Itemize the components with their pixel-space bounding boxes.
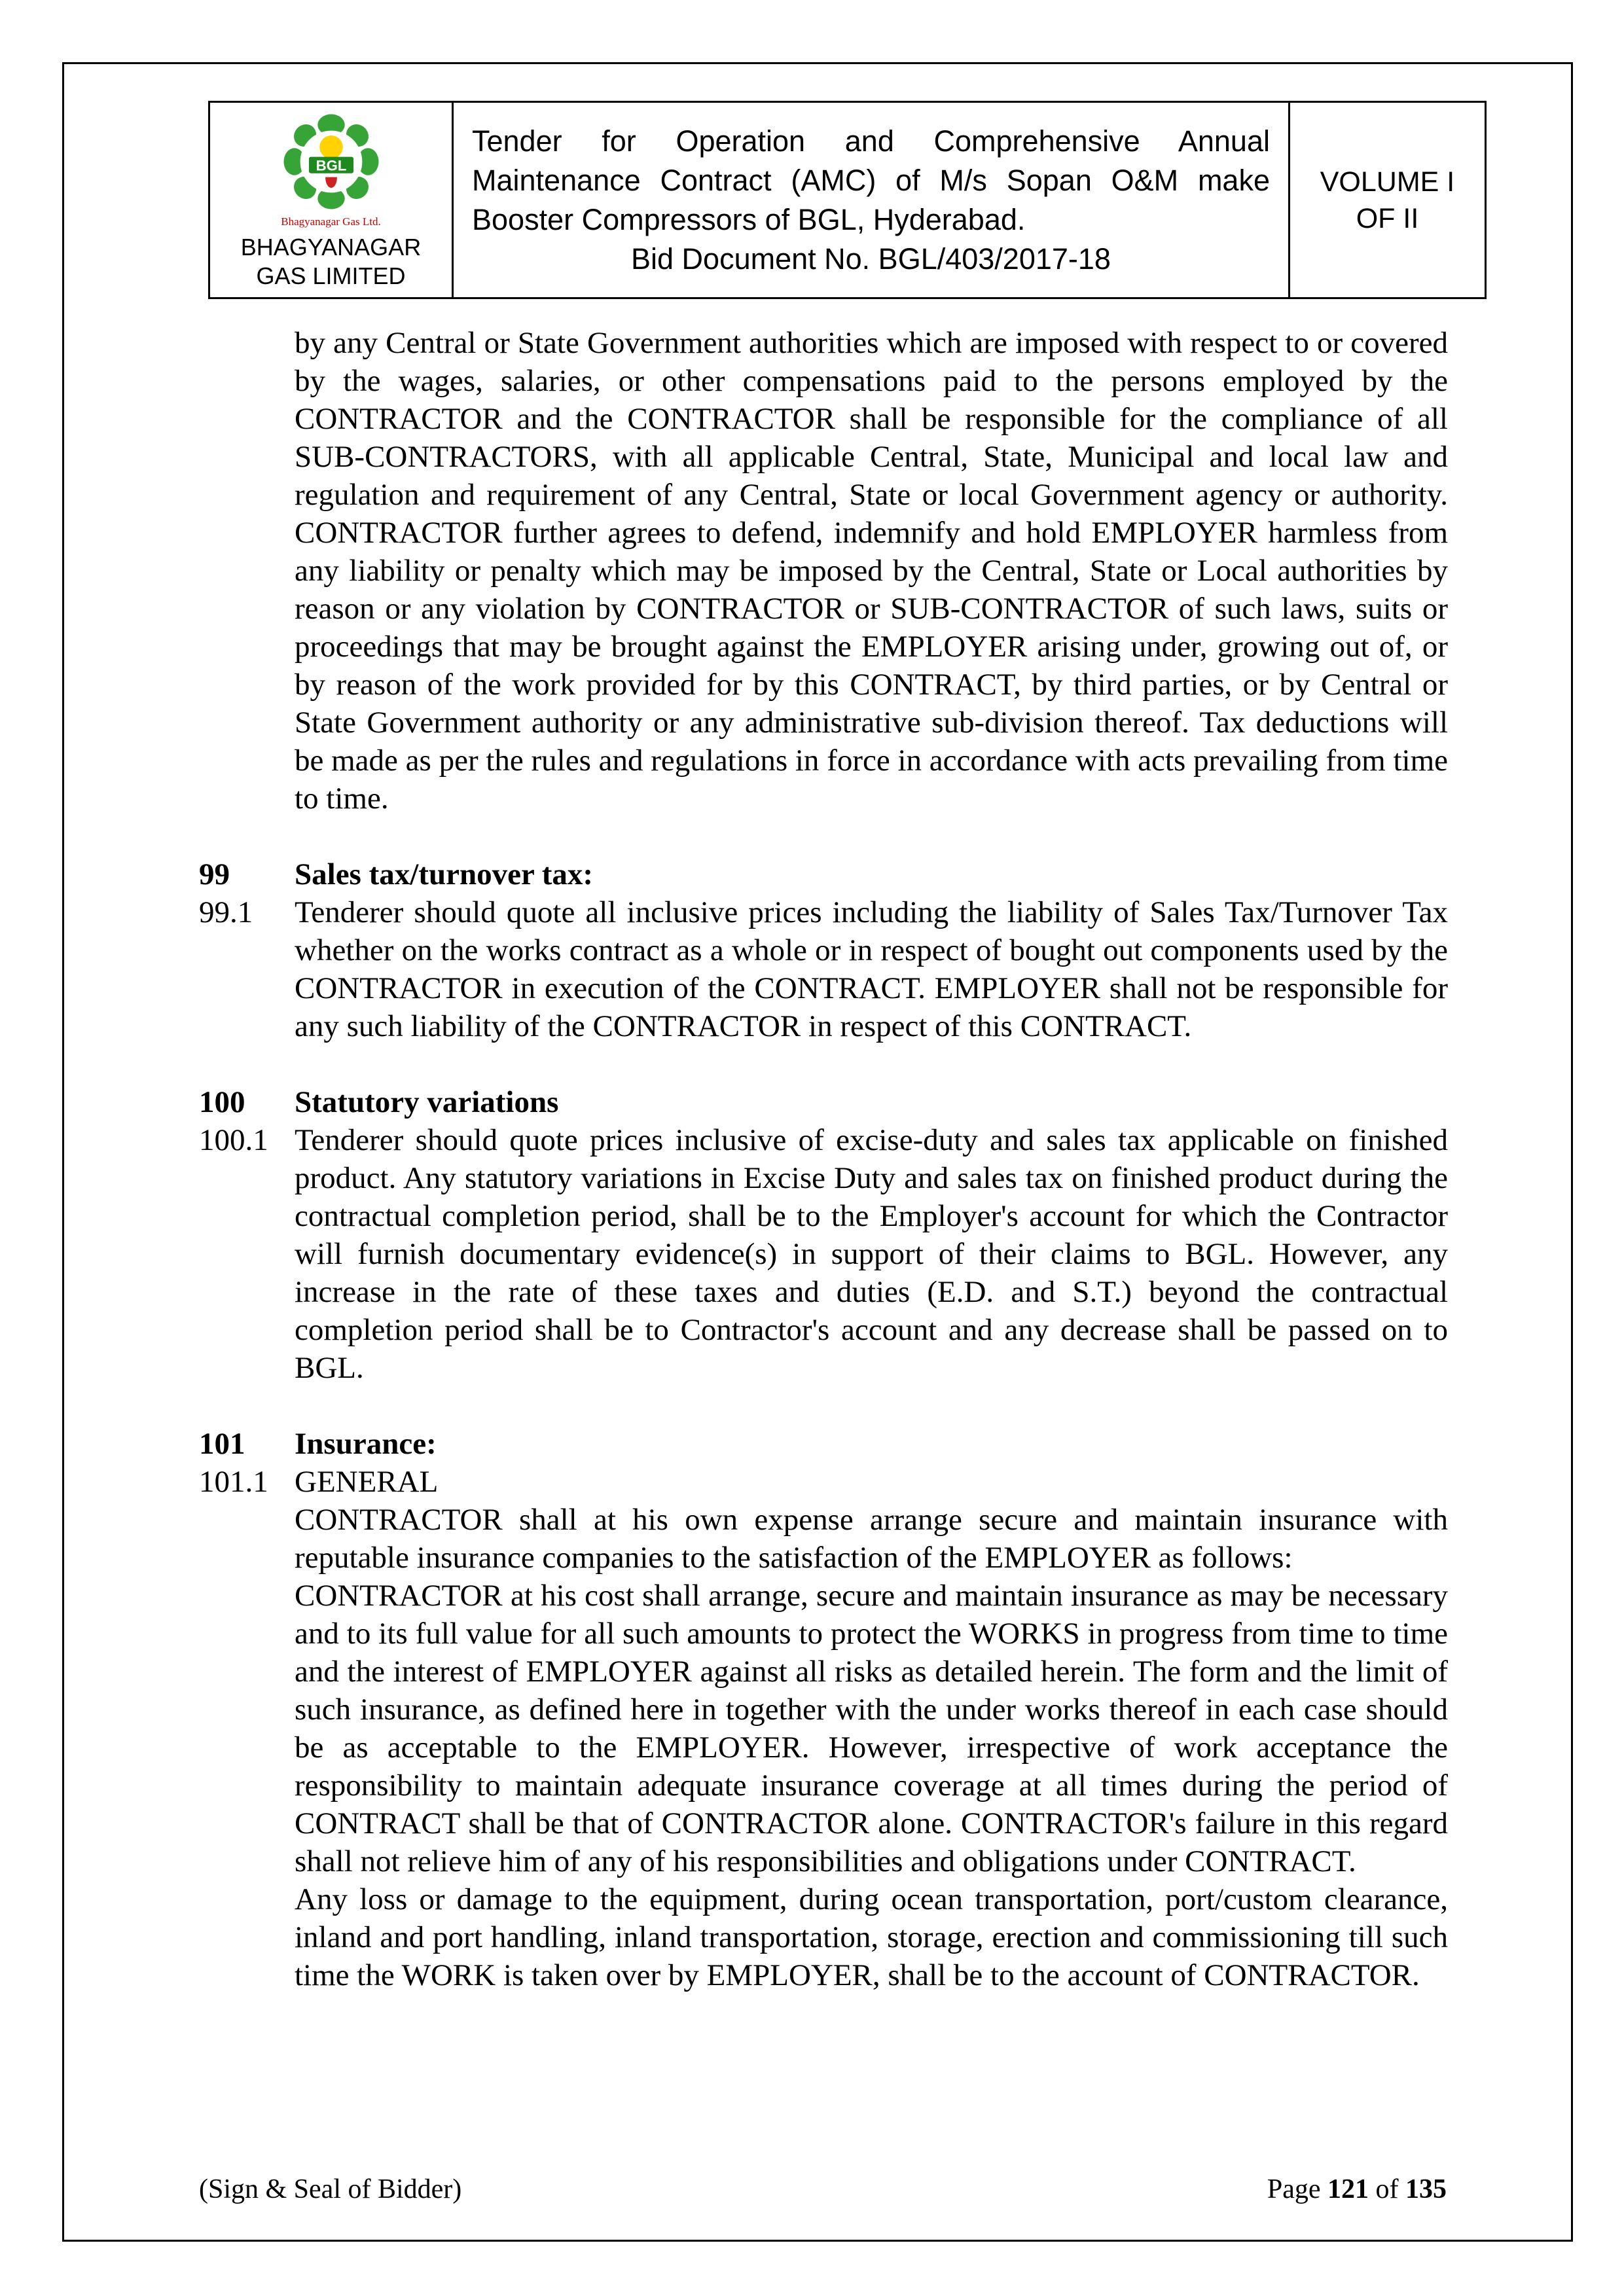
sign-seal-label: (Sign & Seal of Bidder) xyxy=(199,2174,462,2204)
page-number xyxy=(1267,2173,1447,2206)
clause-text xyxy=(295,893,1448,1045)
section-title: Sales tax/turnover tax: xyxy=(295,857,594,891)
header-volume-cell xyxy=(1290,102,1486,298)
page-word: Page xyxy=(1267,2174,1321,2204)
page-border-frame xyxy=(62,62,1573,2242)
document-header-table xyxy=(208,101,1487,299)
page-current: 121 xyxy=(1327,2174,1369,2204)
clause-number: 99.1 xyxy=(199,895,253,929)
section-number: 100 xyxy=(199,1085,245,1119)
header-title-cell xyxy=(453,102,1290,298)
clause-paragraph: CONTRACTOR at his cost shall arrange, secure and maintain insurance as may be necessary and to its full value for all such amounts to protect the WORKS in progress from time to time and the interest of EMPLOYER against all risks as detailed herein. The form and the limit of such insurance, as defined here in together with the under works thereof in each case should be as acceptable to the EMPLOYER. However, irrespective of work acceptance the responsibility to maintain adequate insurance coverage at all times during the period of CONTRACT shall be that of CONTRACTOR alone. CONTRACTOR's failure in this regard shall not relieve him of any of his responsibilities and obligations under CONTRACT. xyxy=(295,1579,1448,1878)
document-body xyxy=(199,324,1448,1994)
clause-paragraph: Tenderer should quote prices inclusive of excise-duty and sales tax applicable on finished product. Any statutory variations in Excise Duty and sales tax on finished product during the contractual completion period, shall be to the Employer's account for which the Contractor will furnish documentary evidence(s) in support of their claims to BGL. However, any increase in the rate of these taxes and duties (E.D. and S.T.) beyond the contractual completion period shall be to Contractor's account and any decrease shall be passed on to BGL. xyxy=(295,1123,1448,1385)
section-101-heading xyxy=(199,1425,1448,1463)
logo-tagline: Bhagyanagar Gas Ltd. xyxy=(281,215,381,228)
clause-paragraph: CONTRACTOR shall at his own expense arrange secure and maintain insurance with reputable insurance companies to the satisfaction of the EMPLOYER as follows: xyxy=(295,1503,1448,1575)
section-number: 99 xyxy=(199,857,230,891)
volume-line2: OF II xyxy=(1356,202,1419,234)
clause-text xyxy=(295,1121,1448,1387)
clause-number: 101.1 xyxy=(199,1465,268,1499)
section-title: Statutory variations xyxy=(295,1085,559,1119)
clause-paragraph: Tenderer should quote all inclusive prices including the liability of Sales Tax/Turnover Tax whether on the works contract as a whole or in respect of bought out components used by the CONTRACTOR in execution of the CONTRACT. EMPLOYER shall not be responsible for any such liability of the CONTRACTOR in respect of this CONTRACT. xyxy=(295,895,1448,1043)
clause-paragraph: Any loss or damage to the equipment, during ocean transportation, port/custom clearance, inland and port handling, inland transportation, storage, erection and commissioning till such time the WORK is taken over by EMPLOYER, shall be to the account of CONTRACTOR. xyxy=(295,1882,1448,1992)
header-logo-cell xyxy=(209,102,453,298)
clause-text xyxy=(295,1463,1448,1994)
document-title: Tender for Operation and Comprehensive Annual Maintenance Contract (AMC) of M/s Sopan O&M make Booster Compressors of BGL, Hyderabad. xyxy=(472,124,1270,236)
volume-line1: VOLUME I xyxy=(1320,166,1455,198)
page-total: 135 xyxy=(1405,2174,1447,2204)
of-word: of xyxy=(1375,2174,1399,2204)
logo-monogram: BGL xyxy=(316,157,346,174)
section-number: 101 xyxy=(199,1427,245,1461)
continuation-paragraph: by any Central or State Government authorities which are imposed with respect to or covered by the wages, salaries, or other compensations paid to the persons employed by the CONTRACTOR and the CONTRACTOR shall be responsible for the compliance of all SUB-CONTRACTORS, with all applicable Central, State, Municipal and local law and regulation and requirement of any Central, State or local Government agency or authority. CONTRACTOR further agrees to defend, indemnify and hold EMPLOYER harmless from any liability or penalty which may be imposed by the Central, State or Local authorities by reason or any violation by CONTRACTOR or SUB-CONTRACTOR of such laws, suits or proceedings that may be brought against the EMPLOYER arising under, growing out of, or by reason of the work provided for by this CONTRACT, by third parties, or by Central or State Government authority or any administrative sub-division thereof. Tax deductions will be made as per the rules and regulations in force in accordance with acts prevailing from time to time. xyxy=(295,326,1448,816)
clause-paragraph: GENERAL xyxy=(295,1465,439,1499)
page-footer xyxy=(199,2173,1447,2206)
company-name: BHAGYANAGAR GAS LIMITED xyxy=(240,234,422,289)
section-100-heading xyxy=(199,1083,1448,1121)
bgl-logo-icon xyxy=(282,113,380,210)
clause-101-1 xyxy=(199,1463,1448,1994)
clause-100-1 xyxy=(199,1121,1448,1387)
section-99-heading xyxy=(199,855,1448,893)
section-title: Insurance: xyxy=(295,1427,437,1461)
bid-document-number: Bid Document No. BGL/403/2017-18 xyxy=(631,242,1111,276)
clause-number: 100.1 xyxy=(199,1123,268,1157)
clause-99-1 xyxy=(199,893,1448,1045)
